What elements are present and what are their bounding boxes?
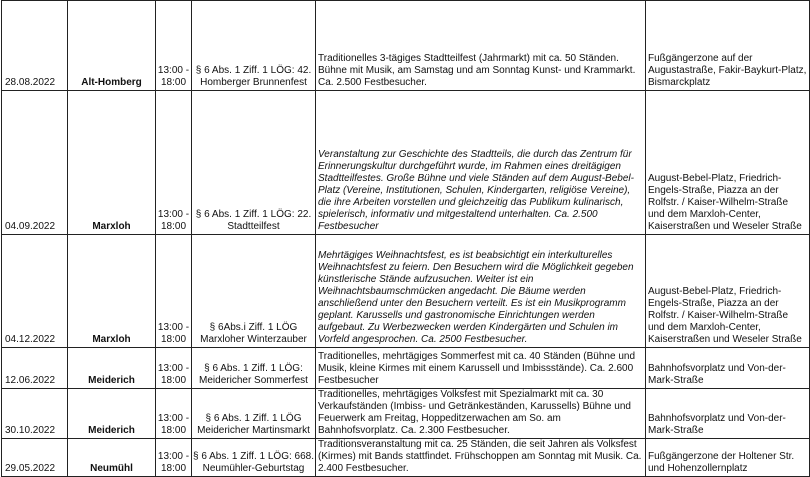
event-legal-basis: § 6Abs.i Ziff. 1 LÖG Marxloher Winterzauber [192,235,316,348]
events-table [1,0,810,477]
event-legal-basis: § 6 Abs. 1 Ziff. 1 LÖG: 22. Stadtteilfest [192,91,316,235]
event-location: August-Bebel-Platz, Friedrich-Engels-Straße, Piazza an der Rolfstr. / Kaiser-Wilhelm-Straße und dem Marxloh-Center, Kaiserstraßen und Weseler Straße [646,91,810,235]
event-district: Meiderich [68,348,156,389]
event-time: 13:00 - 18:00 [156,348,192,389]
event-legal-basis: § 6 Abs. 1 Ziff. 1 LÖG: Meidericher Sommerfest [192,348,316,389]
event-date: 29.05.2022 [2,439,68,477]
event-location: Fußgängerzone auf der Augustastraße, Fakir-Baykurt-Platz, Bismarckplatz [646,1,810,91]
event-time: 13:00 - 18:00 [156,91,192,235]
table-row [2,235,810,348]
event-legal-basis: § 6 Abs. 1 Ziff. 1 LÖG: 42. Homberger Brunnenfest [192,1,316,91]
event-location: Fußgängerzone der Holtener Str. und Hohenzollernplatz [646,439,810,477]
event-date: 04.09.2022 [2,91,68,235]
event-location: Bahnhofsvorplatz und Von-der-Mark-Straße [646,348,810,389]
event-legal-basis: § 6 Abs. 1 Ziff. 1 LÖG Meidericher Martinsmarkt [192,389,316,439]
event-time: 13:00 - 18:00 [156,235,192,348]
table-row [2,348,810,389]
event-date: 12.06.2022 [2,348,68,389]
table-row [2,1,810,91]
table-row [2,91,810,235]
event-district: Meiderich [68,389,156,439]
table-row [2,439,810,477]
event-district: Neumühl [68,439,156,477]
event-description: Traditionsveranstaltung mit ca. 25 Ständen, die seit Jahren als Volksfest (Kirmes) mit Bands stattfindet. Frühschoppen am Sonntag mit Musik. Ca. 2.400 Festbesucher. [316,439,646,477]
event-district: Marxloh [68,91,156,235]
event-location: Bahnhofsvorplatz und Von-der-Mark-Straße [646,389,810,439]
event-description: Veranstaltung zur Geschichte des Stadtteils, die durch das Zentrum für Erinnerungskultur durchgeführt wurde, im Rahmen eines dreitägigen Stadtteilfestes. Große Bühne und viele Ständen auf dem August-Bebel-Platz (Vereine, Institutionen, Schulen, Kindergarten, religiöse Vereine), die ihre Arbeiten vorstellen und gleichzeitig das Publikum kulinarisch, spielerisch, informativ und mitgestaltend unterhalten. Ca. 2.500 Festbesucher [316,91,646,235]
event-description: Mehrtägiges Weihnachtsfest, es ist beabsichtigt ein interkulturelles Weihnachtsfest zu feiern. Den Besuchern wird die Möglichkeit gegeben künstlerische Stände aufzusuchen. Weiter ist ein Weihnachtsbaumschmücken angedacht. Die Bäume werden anschließend unter den Besuchern verteilt. Es ist ein Musikprogramm geplant. Karussells und gastronomische Einrichtungen werden aufgebaut. Zu Werbezwecken werden Kindergärten und Schulen im Vorfeld angesprochen. Ca. 2500 Festbesucher. [316,235,646,348]
event-description: Traditionelles, mehrtägiges Sommerfest mit ca. 40 Ständen (Bühne und Musik, kleine Kirmes mit einem Karussell und Imbissstände). Ca. 2.600 Festbesucher [316,348,646,389]
event-date: 28.08.2022 [2,1,68,91]
event-time: 13:00 - 18:00 [156,1,192,91]
event-district: Marxloh [68,235,156,348]
table-row [2,389,810,439]
event-time: 13:00 - 18:00 [156,389,192,439]
event-description: Traditionelles, mehrtägiges Volksfest mit Spezialmarkt mit ca. 30 Verkaufständen (Imbiss- und Getränkeständen, Karussells) Bühne und Feuerwerk am Freitag, Hoppeditzerwachen am So. am Bahnhofsvorplatz. Ca. 2.300 Festbesucher. [316,389,646,439]
event-time: 13:00 - 18:00 [156,439,192,477]
event-district: Alt-Homberg [68,1,156,91]
event-legal-basis: § 6 Abs. 1 Ziff. 1 LÖG: 668. Neumühler-Geburtstag [192,439,316,477]
event-date: 04.12.2022 [2,235,68,348]
event-location: August-Bebel-Platz, Friedrich-Engels-Straße, Piazza an der Rolfstr. / Kaiser-Wilhelm-Straße und dem Marxloh-Center, Kaiserstraßen und Weseler Straße [646,235,810,348]
event-date: 30.10.2022 [2,389,68,439]
event-description: Traditionelles 3-tägiges Stadtteilfest (Jahrmarkt) mit ca. 50 Ständen. Bühne mit Musik, am Samstag und am Sonntag Kunst- und Krammarkt. Ca. 2.500 Festbesucher. [316,1,646,91]
